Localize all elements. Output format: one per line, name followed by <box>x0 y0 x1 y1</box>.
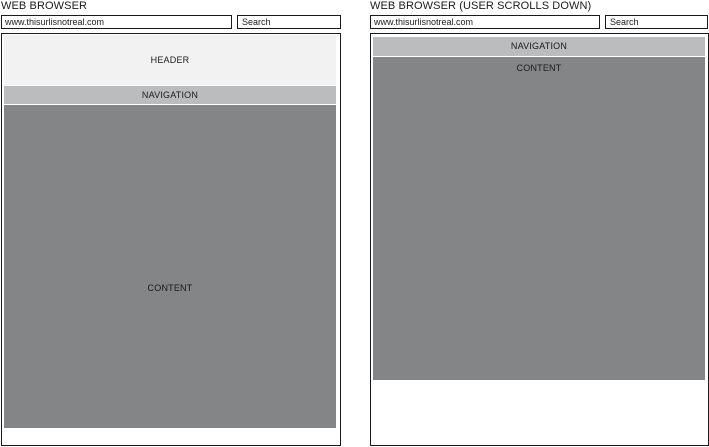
content-label: CONTENT <box>516 63 562 73</box>
panel-title: WEB BROWSER <box>1 0 88 12</box>
content-label: CONTENT <box>147 283 193 293</box>
browser-panel-scrolled <box>369 0 709 447</box>
navigation-region: NAVIGATION <box>373 37 705 56</box>
browser-panel-default <box>0 0 342 447</box>
address-bar[interactable]: www.thisurlisnotreal.com <box>1 15 232 29</box>
panel-title: WEB BROWSER (USER SCROLLS DOWN) <box>370 0 592 12</box>
address-bar[interactable]: www.thisurlisnotreal.com <box>370 15 600 29</box>
header-region: HEADER <box>4 35 336 85</box>
search-field[interactable]: Search <box>605 15 708 29</box>
content-region <box>373 57 705 380</box>
search-field[interactable]: Search <box>237 15 341 29</box>
content-region <box>4 105 336 428</box>
navigation-region: NAVIGATION <box>4 86 336 104</box>
